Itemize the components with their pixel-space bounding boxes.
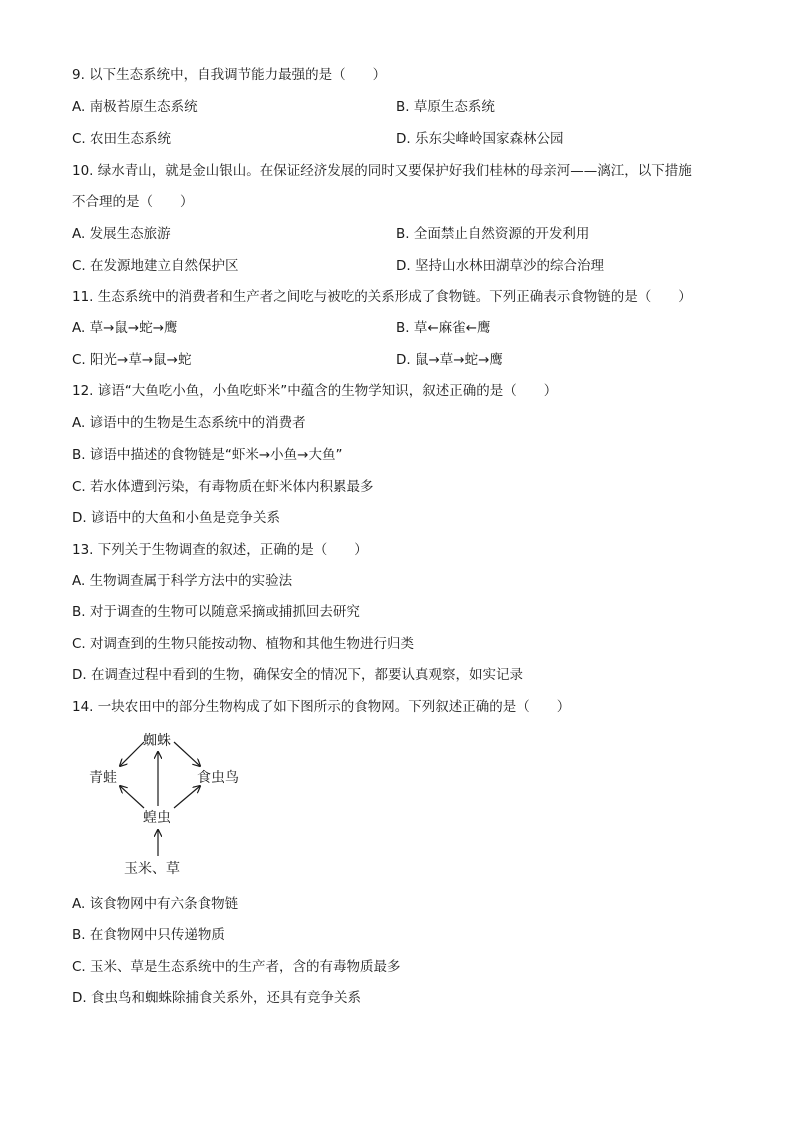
- arrow-locust-to-frog: [120, 786, 144, 808]
- food-web-producers: 玉米、草: [124, 861, 180, 877]
- q9-option-d: D. 乐东尖峰岭国家森林公园: [396, 131, 564, 147]
- q13-option-a: A. 生物调查属于科学方法中的实验法: [72, 573, 293, 589]
- q10-stem-line2: 不合理的是（ ）: [72, 194, 194, 210]
- q9-option-c: C. 农田生态系统: [72, 131, 172, 147]
- q11-option-a: A. 草→鼠→蛇→鹰: [72, 320, 178, 336]
- q14-option-c: C. 玉米、草是生态系统中的生产者，含的有毒物质最多: [72, 959, 401, 975]
- q11-option-c: C. 阳光→草→鼠→蛇: [72, 352, 192, 368]
- food-web-insectivorous-bird: 食虫鸟: [197, 770, 239, 786]
- q10-option-b: B. 全面禁止自然资源的开发利用: [396, 226, 590, 242]
- q11-option-b: B. 草←麻雀←鹰: [396, 320, 491, 336]
- q11-option-d: D. 鼠→草→蛇→鹰: [396, 352, 503, 368]
- q11-stem: 11. 生态系统中的消费者和生产者之间吃与被吃的关系形成了食物链。下列正确表示食物链的是（ ）: [72, 289, 692, 305]
- q10-option-a: A. 发展生态旅游: [72, 226, 171, 242]
- q10-stem-line1: 10. 绿水青山，就是金山银山。在保证经济发展的同时又要保护好我们桂林的母亲河——漓江，以下措施: [72, 163, 692, 179]
- q12-option-a: A. 谚语中的生物是生态系统中的消费者: [72, 415, 306, 431]
- q14-option-d: D. 食虫鸟和蜘蛛除捕食关系外，还具有竞争关系: [72, 990, 361, 1006]
- q12-option-b: B. 谚语中描述的食物链是“虾米→小鱼→大鱼”: [72, 447, 343, 463]
- q13-option-b: B. 对于调查的生物可以随意采摘或捕抓回去研究: [72, 604, 360, 620]
- arrow-spider-to-bird: [174, 742, 200, 766]
- food-web-spider: 蜘蛛: [143, 733, 171, 749]
- q10-option-d: D. 坚持山水林田湖草沙的综合治理: [396, 258, 604, 274]
- q9-option-a: A. 南极苔原生态系统: [72, 99, 198, 115]
- q14-option-a: A. 该食物网中有六条食物链: [72, 896, 239, 912]
- q14-stem: 14. 一块农田中的部分生物构成了如下图所示的食物网。下列叙述正确的是（ ）: [72, 699, 571, 715]
- q13-option-d: D. 在调查过程中看到的生物，确保安全的情况下，都要认真观察，如实记录: [72, 667, 523, 683]
- arrow-spider-to-frog: [120, 742, 144, 766]
- q13-option-c: C. 对调查到的生物只能按动物、植物和其他生物进行归类: [72, 636, 415, 652]
- food-web-frog: 青蛙: [89, 770, 117, 786]
- arrow-locust-to-bird: [174, 786, 200, 808]
- food-web-locust: 蝗虫: [143, 810, 171, 826]
- q9-option-b: B. 草原生态系统: [396, 99, 495, 115]
- q12-option-d: D. 谚语中的大鱼和小鱼是竞争关系: [72, 510, 280, 526]
- q12-stem: 12. 谚语“大鱼吃小鱼，小鱼吃虾米”中蕴含的生物学知识，叙述正确的是（ ）: [72, 383, 558, 399]
- q13-stem: 13. 下列关于生物调查的叙述，正确的是（ ）: [72, 542, 368, 558]
- q9-stem: 9. 以下生态系统中，自我调节能力最强的是（ ）: [72, 67, 387, 83]
- q12-option-c: C. 若水体遭到污染，有毒物质在虾米体内积累最多: [72, 479, 374, 495]
- q10-option-c: C. 在发源地建立自然保护区: [72, 258, 239, 274]
- q14-option-b: B. 在食物网中只传递物质: [72, 927, 225, 943]
